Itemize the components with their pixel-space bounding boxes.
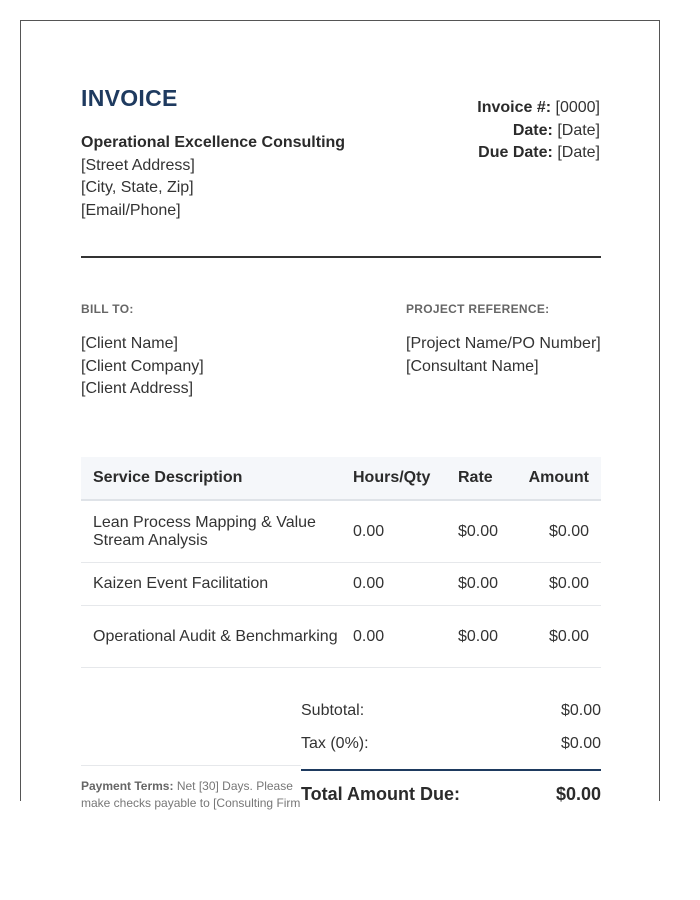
project-reference-label: PROJECT REFERENCE: [406,302,550,316]
total-row [301,784,601,805]
row-qty: 0.00 [353,522,385,540]
row-rate: $0.00 [458,522,499,540]
invoice-meta [477,97,600,165]
total-divider [301,769,601,771]
header-amount: Amount [528,469,589,486]
company-name: Operational Excellence Consulting [81,134,346,151]
client-name: [Client Name] [81,335,178,352]
row-qty: 0.00 [353,627,385,645]
tax-value: $0.00 [560,735,601,752]
payment-terms-label: Payment Terms: [81,779,174,793]
project-block [406,333,601,378]
invoice-due-line [477,142,600,165]
table-header [81,457,601,501]
project-name: [Project Name/PO Number] [406,335,601,352]
invoice-due-label: Due Date: [478,144,553,161]
row-amount: $0.00 [548,522,589,540]
payment-terms-text: Net [30] Days. Please make checks payable to [Consulting Firm [81,779,301,810]
header-description: Service Description [93,469,243,486]
company-street: [Street Address] [81,156,195,174]
row-amount: $0.00 [548,627,589,645]
row-amount: $0.00 [548,575,589,592]
header-divider [81,256,601,258]
row-rate: $0.00 [458,575,499,592]
tax-label: Tax (0%): [301,735,369,752]
invoice-date-label: Date: [512,121,553,139]
company-block [81,132,345,222]
bill-to-label: BILL TO: [81,302,134,316]
invoice-number-line [477,97,600,120]
header-qty: Hours/Qty [353,469,431,486]
invoice-due-value: [Date] [557,144,600,161]
subtotal-row [301,702,601,720]
row-description: Kaizen Event Facilitation [93,575,269,592]
total-label: Total Amount Due: [301,784,460,804]
company-city: [City, State, Zip] [81,179,194,196]
row-description: Lean Process Mapping & Value Stream Analysis [93,513,316,549]
footer-divider [81,765,301,766]
row-rate: $0.00 [458,627,499,645]
consultant-name: [Consultant Name] [406,357,539,375]
subtotal-label: Subtotal: [301,702,365,719]
client-address: [Client Address] [81,380,194,397]
services-table [81,457,601,668]
table-row [81,501,601,563]
bill-to-block [81,333,204,401]
company-contact: [Email/Phone] [81,201,181,219]
payment-terms [81,778,306,812]
invoice-date-line [477,120,600,143]
invoice-title: INVOICE [81,85,178,111]
invoice-date-value: [Date] [557,121,600,139]
invoice-page [20,20,660,810]
invoice-number-label: Invoice #: [477,99,552,116]
invoice-number-value: [0000] [555,99,600,116]
table-row [81,606,601,668]
client-company: [Client Company] [81,357,204,375]
total-value: $0.00 [555,784,601,804]
row-qty: 0.00 [353,575,385,592]
table-row [81,563,601,606]
header-rate: Rate [458,469,493,486]
subtotal-value: $0.00 [560,702,601,719]
row-description: Operational Audit & Benchmarking [93,627,338,645]
tax-row [301,735,601,753]
